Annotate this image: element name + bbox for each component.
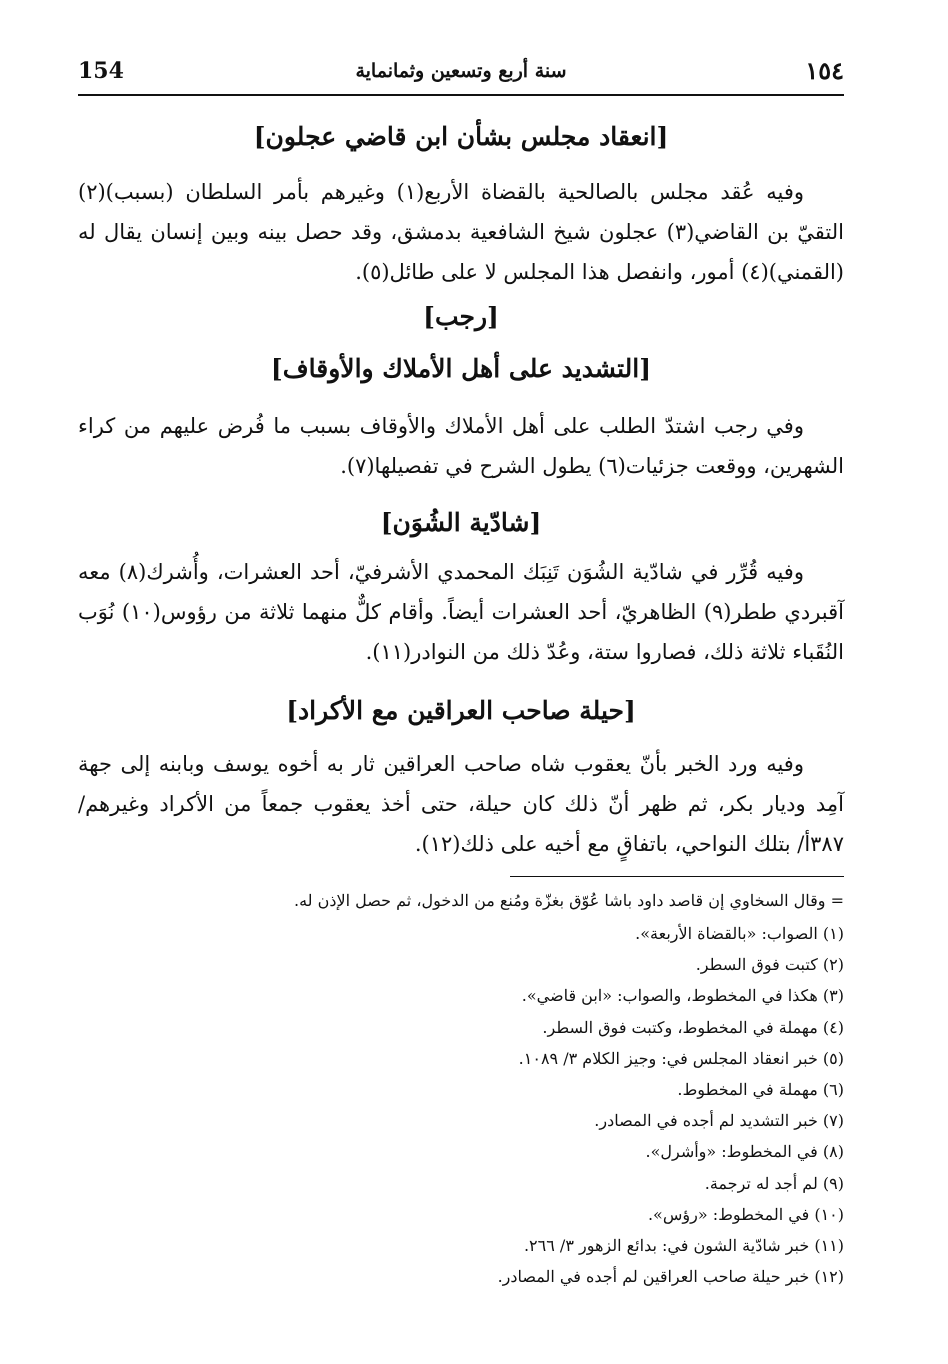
footnote-item: (٣) هكذا في المخطوط، والصواب: «ابن قاضي». (521, 986, 844, 1006)
page-number-latin: 154 (78, 58, 124, 84)
footnote-item: (٩) لم أجد له ترجمة. (704, 1173, 844, 1193)
footnote-item: (٢) كتبت فوق السطر. (695, 955, 844, 975)
footnote-item: (٧) خبر التشديد لم أجده في المصادر. (594, 1111, 844, 1131)
running-title: سنة أربع وتسعين وثمانماية (355, 60, 567, 82)
footnote-item: (٤) مهملة في المخطوط، وكتبت فوق السطر. (542, 1017, 844, 1037)
footnote-item: (١) الصواب: «بالقضاة الأربعة». (635, 924, 844, 943)
footnote-item: (٦) مهملة في المخطوط. (677, 1080, 844, 1100)
footnote-item: (٥) خبر انعقاد المجلس في: وجيز الكلام ٣/ ١٠٨٩. (518, 1048, 844, 1068)
section-paragraph: وفيه ورد الخبر بأنّ يعقوب شاه صاحب العراقين ثار به أخوه يوسف وبابنه إلى جهة آمِد وديار بكر، ثم ظهر أنّ ذلك كان حيلة، حتى أخذ يعقوب جمعاً من الأكراد وغيرهم/ ٣٨٧أ/ بتلك النواحي، باتفاقٍ مع أخيه على ذلك(١٢). (78, 752, 844, 856)
footnote-item: (١٠) في المخطوط: «رؤس». (647, 1204, 844, 1224)
footnote-item: (٨) في المخطوط: «وأشرل». (645, 1142, 844, 1162)
section-heading: [حيلة صاحب العراقين مع الأكراد] (286, 696, 636, 725)
footnote-rule (510, 876, 844, 877)
footnote-continuation: = وقال السخاوي إن قاصد داود باشا عُوّق بغزّة ومُنع من الدخول، ثم حصل الإذن له. (294, 891, 844, 910)
section-heading: [شادّية الشُوَن] (380, 508, 542, 537)
footnotes (78, 888, 844, 1292)
section-paragraph: وفي رجب اشتدّ الطلب على أهل الأملاك والأوقاف بسبب ما فُرض عليهم من كراء الشهرين، ووقعت جزئيات(٦) يطول الشرح في تفصيلها(٧). (78, 414, 844, 478)
footnote-item: (١٢) خبر حيلة صاحب العراقين لم أجده في المصادر. (497, 1267, 844, 1287)
footnote-item: (١١) خبر شادّية الشون في: بدائع الزهور ٣/ ٢٦٦. (523, 1236, 844, 1256)
section-heading: [انعقاد مجلس بشأن ابن قاضي عجلون] (253, 122, 669, 151)
page-number-arabic: ١٥٤ (805, 56, 844, 85)
section-heading: [التشديد على أهل الأملاك والأوقاف] (270, 354, 652, 383)
section-paragraph: وفيه عُقد مجلس بالصالحية بالقضاة الأربع(١) وغيرهم بأمر السلطان (بسبب)(٢) التقيّ بن القاضي(٣) عجلون شيخ الشافعية بدمشق، وقد حصل بينه وبين إنسان يقال له (القمني)(٤) أمور، وانفصل هذا المجلس لا على طائل(٥). (78, 180, 844, 284)
header-rule (78, 94, 844, 96)
section-heading: [رجب] (423, 302, 499, 331)
section-paragraph: وفيه قُرِّر في شادّية الشُوَن تَنِبَك المحمدي الأشرفيّ، أحد العشرات، وأُشرك(٨) معه آقبردي ططر(٩) الظاهريّ، أحد العشرات أيضاً. وأقام كلٌّ منهما ثلاثة من رؤوس(١٠) نُوَب النُقَباء ثلاثة ذلك، فصاروا ستة، وعُدّ ذلك من النوادر(١١). (78, 560, 845, 664)
page-header (78, 56, 844, 94)
